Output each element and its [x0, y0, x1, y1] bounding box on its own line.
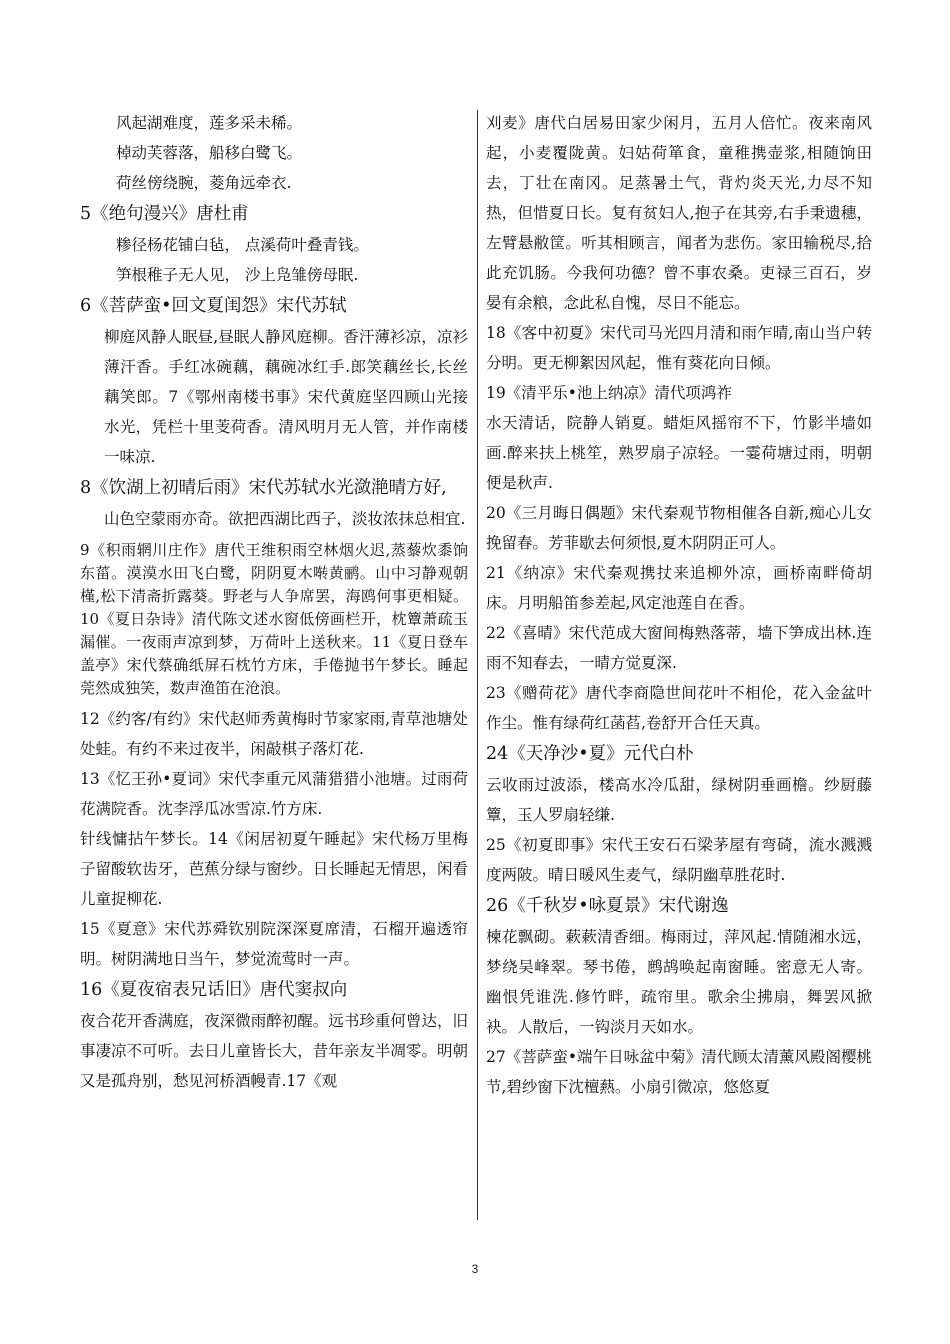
poem-paragraph: 21《纳凉》宋代秦观携扙来追柳外凉，画桥南畔倚胡床。月明船笛参差起,风定池莲自在香。 [486, 564, 872, 612]
poem-paragraph: 山色空蒙雨亦奇。欲把西湖比西子，淡妆浓抹总相宜. [104, 510, 466, 528]
poem-paragraph: 12《约客/有约》宋代赵师秀黄梅时节家家雨,青草池塘处处蛙。有约不来过夜半，闲敲棋子落灯花. [80, 710, 468, 758]
poem-paragraph: 23《赠荷花》唐代李商隐世间花叶不相伦，花入金盆叶作尘。惟有绿荷红菡萏,卷舒开合任天真。 [486, 684, 872, 732]
poem-paragraph: 荷丝傍绕腕，菱角远牵衣. [116, 174, 292, 192]
poem-paragraph: 27《菩萨蛮•端午日咏盆中菊》清代顾太清薰风殿阁樱桃节,碧纱窗下沈檀爇。小扇引微凉，悠悠夏 [486, 1048, 872, 1096]
poem-paragraph: 风起湖难度，莲多采未稀。 [116, 114, 303, 132]
poem-paragraph: 针线慵拈午梦长。14《闲居初夏午睡起》宋代杨万里梅子留酸软齿牙，芭蕉分绿与窗纱。日长睡起无情思，闲看儿童捉柳花. [80, 830, 468, 908]
poem-paragraph: 6《菩萨蛮•回文夏闺怨》宋代苏轼 [80, 296, 347, 316]
poem-paragraph: 13《忆王孙•夏词》宋代李重元风蒲猎猎小池塘。过雨荷花满院香。沈李浮瓜冰雪凉.竹方床. [80, 770, 468, 818]
column-divider [477, 110, 478, 1220]
page-number: 3 [471, 1262, 479, 1276]
poem-paragraph: 15《夏意》宋代苏舜钦别院深深夏席清，石榴开遍透帘明。树阴满地日当午，梦觉流莺时一声。 [80, 920, 468, 968]
poem-paragraph: 9《积雨辋川庄作》唐代王维积雨空林烟火迟,蒸藜炊黍饷东菑。漠漠水田飞白鹭，阴阴夏木啭黄鹂。山中习静观朝槿,松下清斋折露葵。野老与人争席罢，海鸥何事更相疑。10《夏日杂诗》清代陈文述水窗低傍画栏开，枕簟萧疏玉漏催。一夜雨声凉到梦，万荷叶上送秋来。11《夏日登车盖亭》宋代蔡确纸屏石枕竹方床，手倦抛书午梦长。睡起莞然成独笑，数声渔笛在沧浪。 [80, 541, 468, 697]
poem-paragraph: 18《客中初夏》宋代司马光四月清和雨乍晴,南山当户转分明。更无柳絮因风起，惟有葵花向日倾。 [486, 324, 872, 372]
poem-paragraph: 夜合花开香满庭，夜深微雨醉初醒。远书珍重何曾达，旧事凄凉不可听。去日儿童皆长大，昔年亲友半凋零。明朝又是孤舟别，愁见河桥酒幔青.17《观 [80, 1012, 468, 1090]
poem-paragraph: 8《饮湖上初晴后雨》宋代苏轼水光潋滟晴方好, [80, 478, 447, 498]
poem-paragraph: 柳庭风静人眠昼,昼眠人静风庭柳。香汗薄衫凉，凉衫薄汗香。手红冰碗藕，藕碗冰红手.郎笑藕丝长,长丝藕笑郎。7《鄂州南楼书事》宋代黄庭坚四顾山光接水光，凭栏十里芰荷香。清风明月无人管，并作南楼一味凉. [104, 328, 468, 466]
poem-paragraph: 刈麦》唐代白居易田家少闲月，五月人倍忙。夜来南风起，小麦覆陇黄。妇姑荷箪食，童稚携壶浆,相随饷田去，丁壮在南冈。足蒸暑土气，背灼炎天光,力尽不知热，但惜夏日长。复有贫妇人,抱子在其旁,右手秉遗穗，左臂悬敝筐。听其相顾言，闻者为悲伤。家田输税尽,拾此充饥肠。今我何功德？曾不事农桑。吏禄三百石，岁晏有余粮，念此私自愧，尽日不能忘。 [486, 114, 872, 312]
poem-paragraph: 5《绝句漫兴》唐杜甫 [80, 204, 249, 224]
poem-paragraph: 水天清话，院静人销夏。蜡炬风摇帘不下，竹影半墙如画.醉来扶上桃笙，熟罗扇子凉轻。一霎荷塘过雨，明朝便是秋声. [486, 414, 872, 492]
poem-paragraph: 25《初夏即事》宋代王安石石梁茅屋有弯碕，流水溅溅度两陂。晴日暖风生麦气，绿阴幽草胜花时. [486, 836, 872, 884]
poem-paragraph: 19《清平乐•池上纳凉》清代项鸿祚 [486, 384, 732, 402]
poem-paragraph: 棹动芙蓉落，船移白鹭飞。 [116, 144, 303, 162]
poem-paragraph: 26《千秋岁•咏夏景》宋代谢逸 [486, 896, 729, 916]
poem-paragraph: 20《三月晦日偶题》宋代秦观节物相催各自新,痴心儿女挽留春。芳菲歇去何须恨,夏木阴阴正可人。 [486, 504, 872, 552]
poem-paragraph: 楝花飘砌。蔌蔌清香细。梅雨过，萍风起.情随湘水远，梦绕吴峰翠。琴书倦，鹧鸪唤起南窗睡。密意无人寄。幽恨凭谁洗.修竹畔，疏帘里。歌余尘拂扇，舞罢风掀袂。人散后，一钩淡月天如水。 [486, 928, 872, 1036]
poem-paragraph: 糁径杨花铺白毡， 点溪荷叶叠青钱。 [116, 236, 369, 254]
poem-paragraph: 24《天净沙•夏》元代白朴 [486, 744, 694, 764]
poem-paragraph: 笋根稚子无人见， 沙上凫雏傍母眠. [116, 266, 359, 284]
poem-paragraph: 16《夏夜宿表兄话旧》唐代窦叔向 [80, 980, 348, 1000]
left-column [80, 108, 468, 1096]
poem-paragraph: 22《喜晴》宋代范成大窗间梅熟落蒂，墙下笋成出林.连雨不知春去，一晴方觉夏深. [486, 624, 872, 672]
poem-paragraph: 云收雨过波添，楼高水冷瓜甜，绿树阴垂画檐。纱厨藤簟，玉人罗扇轻缣. [486, 776, 872, 824]
right-column [486, 108, 872, 1102]
